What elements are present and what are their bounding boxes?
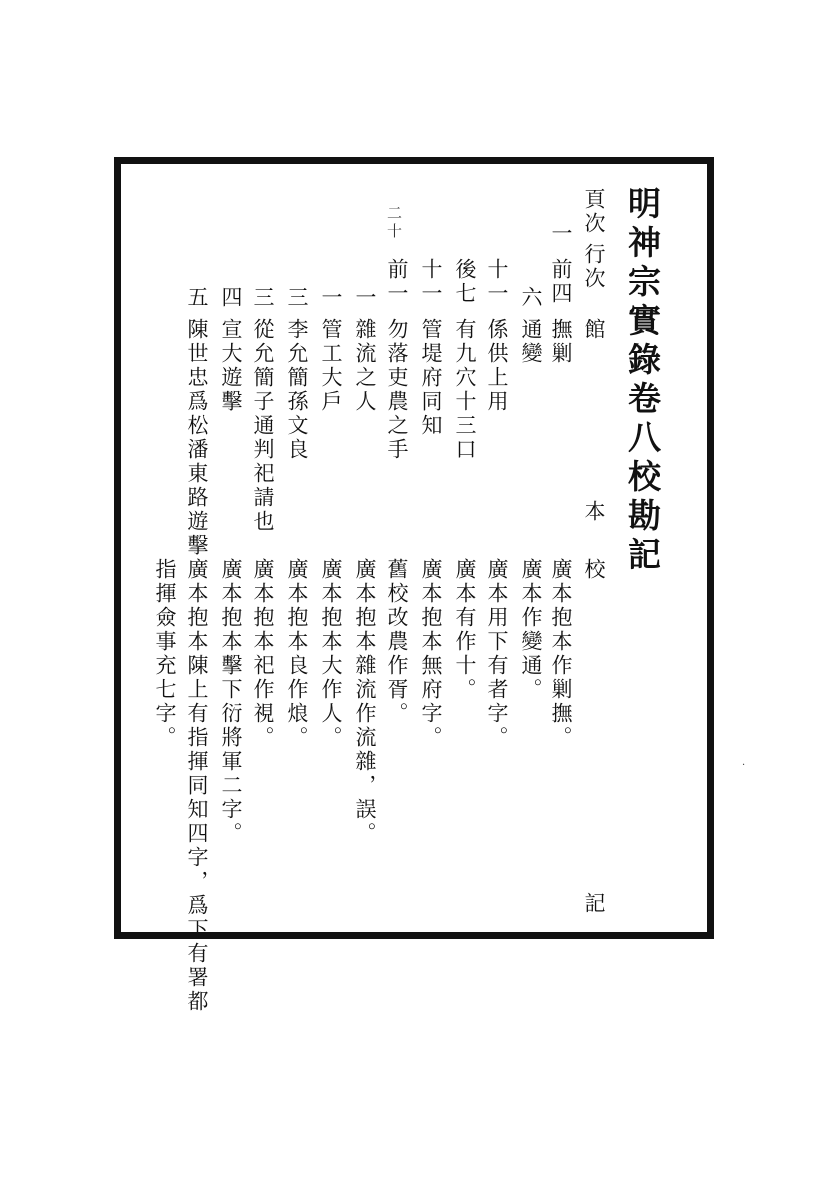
entry-6-text: 勿落吏農之手: [385, 318, 409, 462]
entry-4-note: 廣本有作十。: [453, 558, 477, 702]
entry-2-line: 六: [519, 286, 543, 310]
entry-3-note: 廣本用下有者字。: [485, 558, 509, 750]
entry-3-text: 係供上用: [485, 318, 509, 414]
entry-2-note: 廣本作變通。: [519, 558, 543, 702]
entry-4-text: 有九穴十三口: [453, 318, 477, 462]
entry-1-note: 廣本抱本作剿撫。: [549, 558, 573, 750]
header-page-line: 頁次: [582, 188, 606, 236]
entry-3-page: 十一: [485, 258, 509, 306]
header-line-label: 行次: [582, 243, 606, 291]
entry-11-text: 宣大遊擊: [219, 318, 243, 414]
header-xiao: 校: [582, 558, 606, 582]
entry-5-note: 廣本抱本無府字。: [419, 558, 443, 750]
entry-10-note: 廣本抱本祀作視。: [251, 558, 275, 750]
entry-12-page: 五: [185, 286, 209, 310]
entry-6-note: 舊校改農作胥。: [385, 558, 409, 726]
entry-9-text: 李允簡孫文良: [285, 318, 309, 462]
entry-7-note: 廣本抱本雜流作流雜，誤。: [353, 558, 377, 846]
header-ben: 本: [582, 500, 606, 524]
entry-1-text: 撫剿: [549, 318, 573, 366]
entry-1-line: 前四: [549, 258, 573, 306]
entry-11-note: 廣本抱本擊下衍將軍二字。: [219, 558, 243, 846]
entry-2-text: 通變: [519, 318, 543, 366]
entry-8-note: 廣本抱本大作人。: [319, 558, 343, 750]
entry-10-text: 從允簡子通判祀請也: [251, 318, 275, 534]
entry-8-page: 一: [319, 286, 343, 310]
entry-8-text: 管工大戶: [319, 318, 343, 414]
entry-12-text: 陳世忠爲松潘東路遊擊: [185, 318, 209, 558]
margin-page-mark: 二十: [385, 205, 403, 241]
entry-6-page: 前一: [385, 258, 409, 306]
entry-13-note: 指揮僉事充七字。: [153, 558, 177, 750]
entry-12-note: 廣本抱本陳上有指揮同知四字，爲下有署都: [185, 558, 209, 1014]
entry-7-page: 一: [353, 286, 377, 310]
entry-1-page: 一: [549, 222, 573, 246]
entry-7-text: 雜流之人: [353, 318, 377, 414]
entry-11-page: 四: [219, 286, 243, 310]
page-title: 明神宗實錄卷八校勘記: [623, 186, 662, 576]
entry-4-page: 後七: [453, 258, 477, 306]
header-guan: 館: [582, 318, 606, 342]
stray-mark: ·: [742, 760, 746, 771]
entry-9-note: 廣本抱本良作烺。: [285, 558, 309, 750]
entry-5-page: 十一: [419, 258, 443, 306]
entry-5-text: 管堤府同知: [419, 318, 443, 438]
entry-10-page: 三: [251, 286, 275, 310]
header-ji: 記: [582, 892, 606, 916]
entry-9-page: 三: [285, 286, 309, 310]
